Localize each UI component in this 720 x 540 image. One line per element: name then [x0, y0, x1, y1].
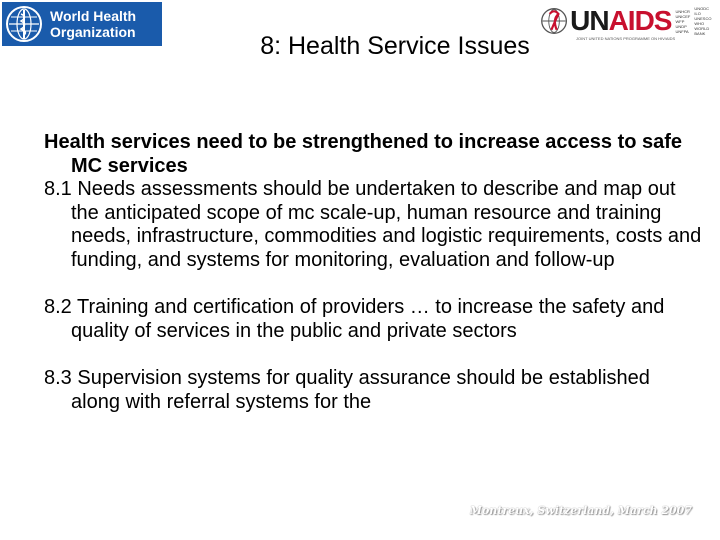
unaids-partner: WFP: [675, 18, 685, 24]
unaids-partner: WORLD BANK: [694, 26, 710, 36]
unaids-partner: ILO: [694, 11, 701, 16]
unaids-wordmark-aids: AIDS: [608, 5, 672, 36]
unaids-tagline: JOINT UNITED NATIONS PROGRAMME ON HIV/AIDS: [576, 36, 676, 41]
unaids-partner: WHO: [694, 21, 705, 26]
unaids-wordmark-un: UN: [570, 5, 609, 36]
unaids-partner: UNHCR: [675, 8, 690, 14]
unaids-partner: UNICEF: [675, 13, 691, 19]
unaids-partner: UNFPA: [675, 28, 689, 34]
footer-location-date: Montreux, Switzerland, March 2007: [469, 504, 692, 517]
body-paragraph-8-1: 8.1 Needs assessments should be undertaken to describe and map out the anticipated scope of mc scale-up, human resource and training needs, infrastructure, commodities and logistic requirements, costs and funding, and systems for monitoring, evaluation and follow-up: [44, 178, 702, 271]
slide-body: [44, 131, 704, 414]
unaids-partner: UNDP: [675, 23, 687, 29]
paragraph-spacer: [44, 272, 704, 296]
paragraph-spacer: [44, 343, 704, 367]
unaids-partner: UNODC: [694, 6, 710, 11]
body-paragraph-intro: Health services need to be strengthened to increase access to safe MC services: [44, 131, 683, 177]
slide-title: 8: Health Service Issues: [260, 32, 530, 60]
body-paragraph-8-2: 8.2 Training and certification of providers … to increase the safety and quality of services in the public and private sectors: [44, 296, 665, 342]
who-wordmark-line1: World Health: [50, 8, 137, 24]
unaids-partner-list: [675, 9, 690, 34]
unaids-partner: UNESCO: [694, 16, 712, 21]
who-wordmark-line2: Organization: [50, 24, 136, 40]
body-paragraph-8-3: 8.3 Supervision systems for quality assurance should be established along with referral systems for the: [44, 367, 650, 413]
